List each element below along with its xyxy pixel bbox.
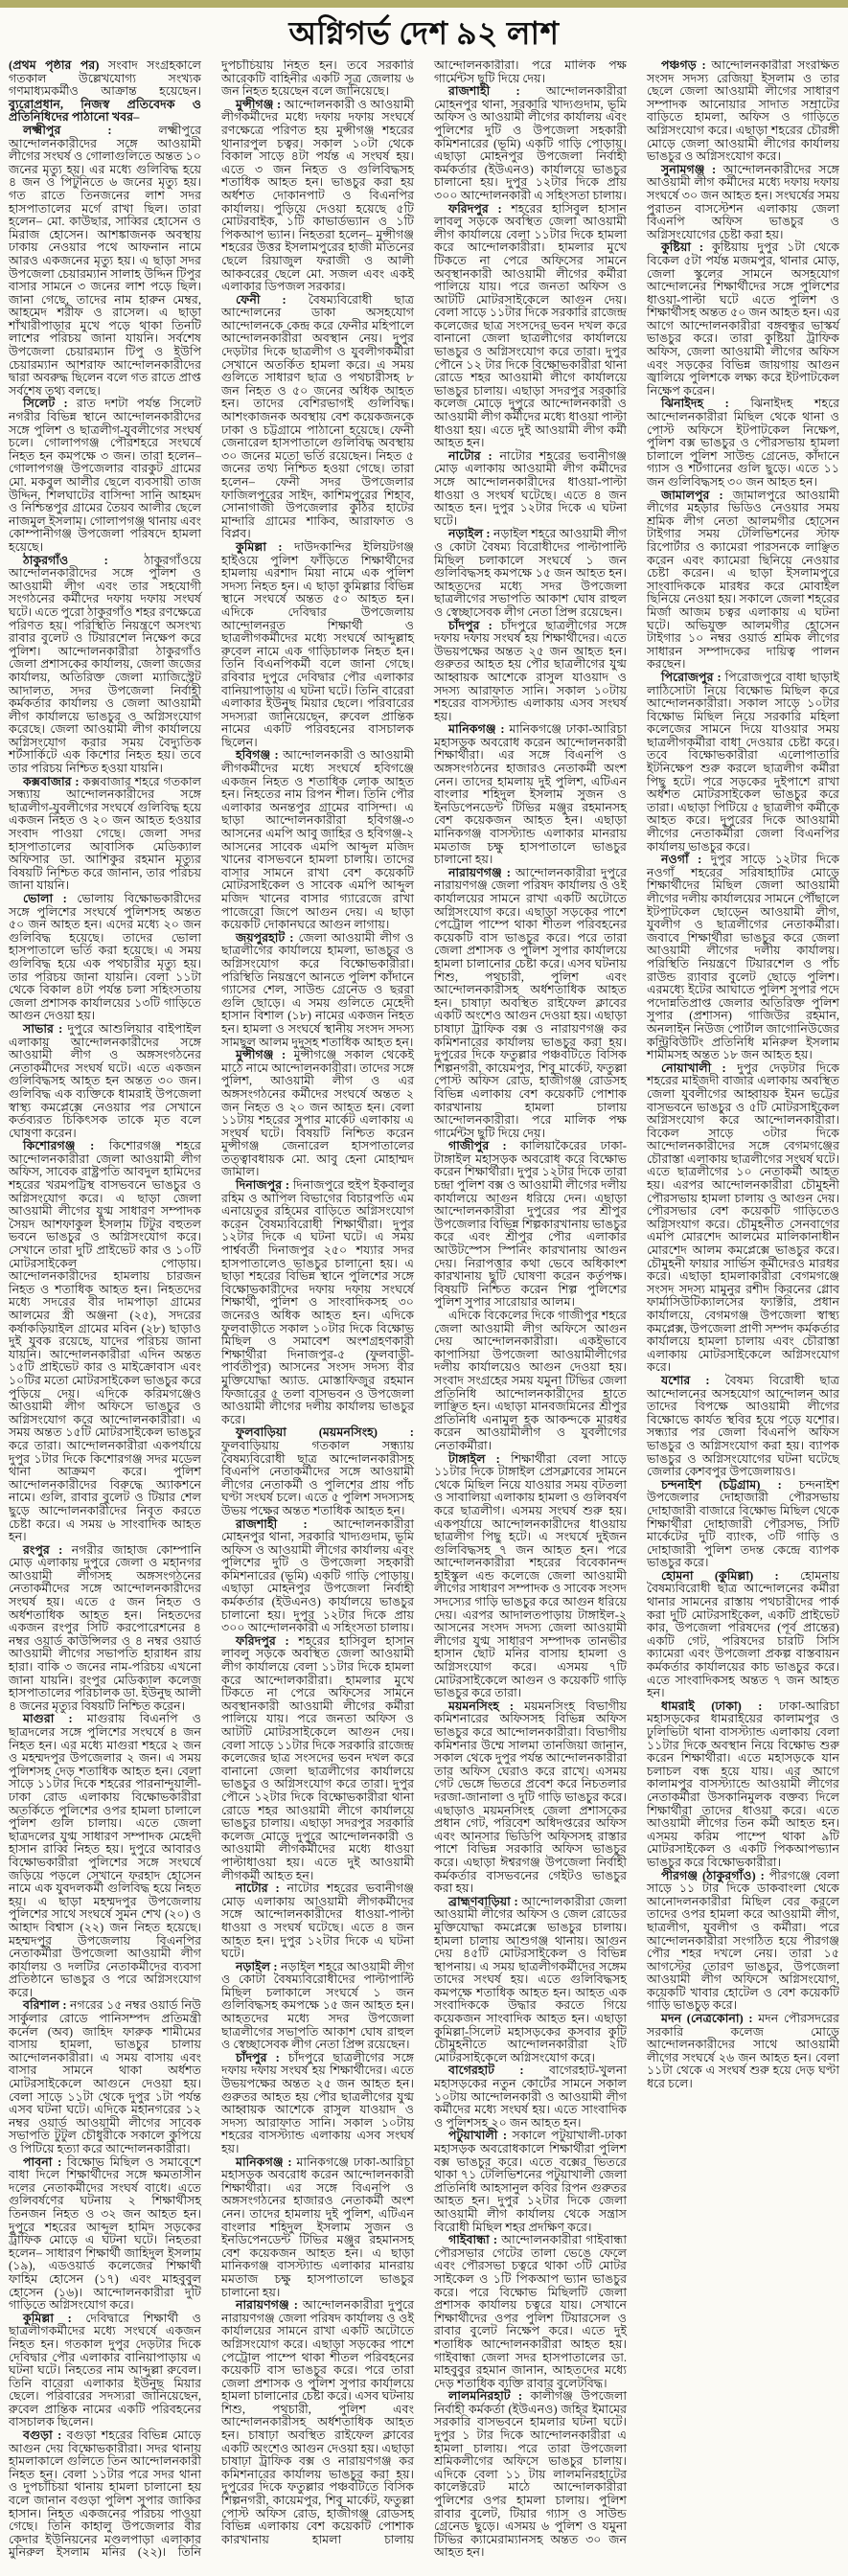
section-dateline: কক্সবাজার :	[23, 774, 83, 788]
article-headline: অগ্নিগর্ভ দেশ ৯২ লাশ	[288, 17, 560, 52]
section-paragraph	[434, 2234, 627, 2390]
section-dateline: পিরোজপুর :	[661, 670, 725, 684]
section-dateline: জয়পুরহাট :	[236, 930, 299, 945]
section-dateline: গাজীপুর :	[448, 1139, 520, 1153]
section-paragraph	[434, 1310, 627, 1453]
section-paragraph	[647, 672, 839, 854]
section-paragraph	[221, 749, 414, 931]
section-paragraph	[434, 1140, 627, 1310]
section-dateline: কুমিল্লা :	[236, 539, 294, 554]
section-body-text: নাটোর শহরের ভবানীগঞ্জ মোড় এলাকায় আওয়ামী লীগকর্মীদের সঙ্গে আন্দোলনকারীদের ধাওয়া-পাল্টা ধাওয়া ও সংঘর্ষ ঘটেছে। এতে ৪ জন আহত হন। দুপুর ১২টার দিকে এ ঘটনা ঘটে।	[221, 1881, 414, 1961]
section-dateline: ভোলা :	[23, 892, 78, 905]
section-dateline: সাভার :	[23, 1021, 68, 1036]
section-body-text: ময়মনসিংহ বিভাগীয় কমিশনারের অফিসসহ বিভিন্ন অফিস ভাঙচুর করে আন্দোলনকারীরা। বিভাগীয় কমিশনার উম্মে সালমা তানজিয়া জানান, সকাল থেকে দুপুর পর্যন্ত আন্দোলনকারীরা তার অফিস ঘেরাও করে রাখে। এসময় গেট ভেঙ্গে ভিতরে প্রবেশ করে নিচতলার দরজা-জানালা ও দুটি গাড়ি ভাঙচুর করে। এছাড়াও ময়মনসিংহ জেলা প্রশাসকের প্রধান গেট, পরিবেশ অধিদপ্তরের অফিস এবং আনসার ভিডিপি অফিসসহ রাস্তার পাশে বিভিন্ন সরকারি অফিস ভাঙচুর করে। এছাড়া ঈশ্বরগঞ্জ উপজেলা নির্বাহী কর্মকর্তার বাসভবনের গেইটও ভাঙচুর করা হয়।	[434, 1698, 627, 1896]
section-dateline: নোয়াখালী :	[661, 1060, 738, 1075]
section-dateline: ব্রাহ্মণবাড়িয়া :	[448, 1894, 522, 1908]
section-dateline: চন্দনাইশ (চট্টগ্রাম) :	[661, 1477, 799, 1492]
section-paragraph	[221, 294, 414, 541]
section-body-text: আন্দোলনকারীরা দুপুরে নারায়ণগঞ্জ জেলা পরিষদ কার্যালয় ও ওই কার্যালয়ের সামনে রাখা একটি অটোতে অগ্নিসংযোগ করে। এছাড়া সড়কের পাশে পেট্রোল পাম্পে থাকা শীতল পরিবহনের কয়েকটি বাস ভাঙচুর করে। পরে তারা জেলা প্রশাসক ও পুলিশ সুপার কার্যালয়ে হামলা চালানোর চেষ্টা করে। এসব ঘটনায় শিশু, পথচারী, পুলিশ এবং আন্দোলনকারীসহ অর্ধশতাধিক আহত হন। চাষাঢ়া অবস্থিত রাইফেল ক্লাবের একটি অংশেও আগুন দেওয়া হয়। এছাড়া চাষাঢ়া ট্রাফিক বক্স ও নারায়ণগঞ্জ কর কমিশনারের কার্যালয় ভাঙচুর করা হয়। দুপুরের দিকে ফতুল্লার পঞ্চবটিতে বিসিক শিল্পনগরী, কায়েমপুর, শিবু মার্কেট, ফতুল্লা পোস্ট অফিস রোড, হাজীগঞ্জ রোডসহ বিভিন্ন এলাকায় বেশ কয়েকটি পোশাক কারখানায় হামলা চালায় আন্দোলনকারীরা। পরে মালিক পক্ষ গার্মেন্টস ছুটি দিয়ে দেয়।	[221, 59, 627, 2546]
section-paragraph	[647, 241, 839, 398]
section-body-text: আন্দোলনকারীরা মোহনপুর থানা, সরকারি খাদ্যগুদাম, ভূমি অফিস ও আওয়ামী লীগের কার্যালয় এবং পুলিশের দুটি ও উপজেলা সহকারী কমিশনারের (ভূমি) একটি গাড়ি পোড়ায়। এছাড়া মোহনপুর উপজেলা নির্বাহী কর্মকর্তার (ইউএনও) কার্যালয়ে ভাঙচুর চালানো হয়। দুপুর ১২টার দিকে প্রায় ৩০০ আন্দোলনকারী এ সহিংসতা চালায়।	[221, 1516, 414, 1635]
section-dateline: ফুলবাড়িয়া (ময়মনসিংহ) :	[236, 1425, 414, 1440]
section-body-text: মদন পৌরসদরের সরকারি কলেজ মোড়ে আন্দোলনকারীদের সাথে আওয়ামী লীগের সংঘর্ষে ২৬ জন আহত হন। বেলা ১১টা থেকে এ সংঘর্ষ শুরু হয়ে দেড় ঘণ্টা ধরে চলে।	[647, 2012, 839, 2091]
section-body-text: দুপুরে আশুলিয়ার বাইপাইল এলাকায় আন্দোলনকারীদের সঙ্গে আওয়ামী লীগ ও অঙ্গসংগঠনের নেতাকর্মীদের সংঘর্ষ ঘটে। এতে একজন গুলিবিদ্ধসহ আহত হন অন্তত ৩০ জন। গুলিবিদ্ধ এক ব্যক্তিকে ধামরাই উপজেলা স্বাস্থ্য কমপ্লেক্সে নেওয়ার পর সেখানে কর্তব্যরত চিকিৎসক তাকে মৃত বলে ঘোষণা করেন।	[9, 1021, 201, 1140]
section-dateline: নড়াইল :	[448, 527, 493, 541]
article-intro-paragraph	[9, 59, 201, 125]
section-paragraph	[9, 1544, 201, 1714]
section-paragraph	[647, 490, 839, 672]
section-body-text: মুন্সীগঞ্জে সকাল থেকেই মাঠে নামে আন্দোলনকারীরা। তাদের সঙ্গে পুলিশ, আওয়ামী লীগ ও এর অঙ্গসংগঠনের কর্মীদের সংঘর্ষে অন্তত ২ জন নিহত ও ২০ জন আহত হন। বেলা ১১টায় শহরের সুপার মার্কেট এলাকায় এ সংঘর্ষ ঘটে। বিষয়টি নিশ্চিত করেন মুন্সীগঞ্জ জেনারেল হাসপাতালের তত্ত্বাবধায়ক মো. আবু হেনা মোহাম্মদ জামাল।	[221, 1048, 414, 1179]
section-dateline: নওগাঁ :	[661, 853, 711, 867]
section-body-text: আন্দোলনকারীদের সঙ্গে আওয়ামী লীগ কর্মীদের মধ্যে দফায় দফায় সংঘর্ষে ৩০ জন আহত হন। সংঘর্ষের সময় পুরাতন বাসস্টেশন এলাকায় জেলা বিএনপি অফিস ভাঙচুর ও অগ্নিসংযোগের চেষ্টা করা হয়।	[647, 162, 839, 241]
section-paragraph	[434, 1700, 627, 1896]
section-paragraph	[221, 932, 414, 1049]
section-paragraph	[647, 1870, 839, 2014]
section-body-text: হোমনায় বৈষম্যবিরোধী ছাত্র আন্দোলনের কর্মীরা থানার সামনের রাস্তায় পথচারীদের পার্ক করা দুটি মোটরসাইকেল, একটি প্রাইভেট কার, উপজেলা পরিষদের (পূর্ব প্রান্তের) একটি গেট, পরিষদের চারটি সিসি ক্যামেরা এবং উপজেলা প্রকল্প বাস্তবায়ন কর্মকর্তার কার্যালয়ের কাচ ভাঙচুর করে। এতে সাংবাদিকসহ অন্তত ৭ জন আহত হন।	[647, 1568, 839, 1700]
section-body-text: চাঁদপুরে ছাত্রলীগের সঙ্গে দফায় দফায় সংঘর্ষ হয় শিক্ষার্থীদের। এতে উভয়পক্ষের অন্তত ২৫ জন আহত হন। গুরুতর আহত হয় পৌর ছাত্রলীগের যুগ্ম আহ্বায়ক আশেকে রাসুল যাওয়াদ ও সদস্য আরাফাত সানি। সকাল ১০টায় শহরের বাসস্ট্যান্ড এলাকায় এসব সংঘর্ষ হয়।	[221, 2050, 414, 2155]
section-paragraph	[221, 1049, 414, 1179]
section-body-text: দুপুর সাড়ে ১২টার দিকে নওগাঁ শহরের সরিষাহাটির মোড়ে শিক্ষার্থীদের মিছিল জেলা আওয়ামী লীগের দলীয় কার্যালয়ের সামনে পৌঁছালে ইটপাটকেল ছোড়েন আওয়ামী লীগ, যুবলীগ ও ছাত্রলীগের নেতাকর্মীরা। জবাবে শিক্ষার্থীরা ভাঙচুর করে জেলা আওয়ামী লীগের দলীয় কার্যালয়। পরিস্থিতি নিয়ন্ত্রণে টিয়ারশেল ও পাঁচ রাউন্ড র‍্যাবার বুলেট ছোড়ে পুলিশ। এরমধ্যে ইটের আঘাতে পুলিশ সুপার পদে পদোন্নতিপ্রাপ্ত জেলার অতিরিক্ত পুলিশ সুপার (প্রশাসন) গাজিউর রহমান, অনলাইন নিউজ পোর্টাল জাগোনিউজের কন্ট্রিবিউটিং প্রতিনিধি মনিরুল ইসলাম শামীমসহ অন্তত ১৮ জন আহত হয়।	[647, 853, 840, 1062]
section-paragraph	[221, 99, 414, 294]
section-paragraph	[9, 2156, 201, 2313]
section-paragraph	[647, 2013, 839, 2091]
section-body-text: দাউদকান্দির ইলিয়টগঞ্জ হাইওয়ে পুলিশ ফাঁড়িতে শিক্ষার্থীদের হামলায় এরশাদ মিয়া নামে এক পুলিশ সদস্য নিহত হন। এ ছাড়া কুমিল্লার বিভিন্ন স্থানে সংঘর্ষে অন্তত ৫০ আহত হন। এদিকে দেবিদ্বার উপজেলায় আন্দোলনরত শিক্ষার্থী ও ছাত্রলীগকর্মীদের মধ্যে সংঘর্ষে আব্দুল্লাহ রুবেল নামে এক গাড়িচালক নিহত হন। তিনি বিএনপিকর্মী বলে জানা গেছে। রবিবার দুপুরে দেবিদ্বার পৌর এলাকার বানিয়াপাড়ায় এ ঘটনা ঘটে। তিনি বারেরা এলাকার ইউনুছ মিয়ার ছেলে। পরিবারের সদস্যরা জানিয়েছেন, রুবেল প্রান্তিক নামের একটি পরিবহনের বাসচালক ছিলেন।	[221, 539, 414, 749]
section-paragraph	[434, 723, 627, 867]
section-paragraph	[9, 776, 201, 893]
intro-byline: ব্যুরোপ্রধান, নিজস্ব প্রতিবেদক ও প্রতিনিধিদের পাঠানো খবর–	[9, 97, 201, 125]
section-paragraph	[9, 1023, 201, 1140]
section-paragraph	[647, 1570, 839, 1700]
section-body-text: দিনাজপুরে হুইপ ইকবালুর রহিম ও আপিল বিভাগের বিচারপতি এম এনায়েতুর রহিমের বাড়িতে অগ্নিসংযোগ করেন বৈষম্যবিরোধী শিক্ষার্থীরা। দুপুর ১২টার দিকে এ ঘটনা ঘটে। এ সময় পার্শ্ববর্তী দিনাজপুর ২৫০ শয্যার সদর হাসপাতালেও ভাঙচুর চালানো হয়। এ ছাড়া শহরের বিভিন্ন স্থানে পুলিশের সঙ্গে বিক্ষোভকারীদের দফায় দফায় সংঘর্ষে শিক্ষার্থী, পুলিশ ও সাংবাদিকসহ ৩০ জনেরও অধিক আহত হন। এদিকে ফুলবাড়ীতে সকাল ১০টার দিকে বিক্ষোভ মিছিল ও সমাবেশ অংশগ্রহণকারী শিক্ষার্থীরা দিনাজপুর-৫ (ফুলবাড়ী-পার্বতীপুর) আসনের সংসদ সদস্য বীর মুক্তিযোদ্ধা অ্যাড. মোস্তাফিজুর রহমান ফিজারের ৫ তলা বাসভবন ও উপজেলা আওয়ামী লীগের দলীয় কার্যালয় ভাঙচুর করে।	[221, 1178, 414, 1426]
section-body-text: শহরের হাসিবুল হাসান লাবলু সড়কে অবস্থিত জেলা আওয়ামী লীগ কার্যালয়ে বেলা ১১টার দিকে হামলা করে আন্দোলকারীরা। হামলার মুখে টিকতে না পেরে অফিসের সামনে অবস্থানকারী আওয়ামী লীগের কর্মীরা পালিয়ে যায়। পরে জনতা অফিস ও আটটি মোটরসাইকেলে আগুন দেয়। বেলা সাড়ে ১১টার দিকে সরকারি রাজেন্দ্র কলেজের ছাত্র সংসদের ভবন দখল করে বানানো জেলা ছাত্রলীগের কার্যালয়ে ভাঙচুর ও অগ্নিসংযোগ করে তারা। দুপুর পৌনে ১২ টার দিকে বিক্ষোভকারীরা থানা রোডে শহর আওয়ামী লীগে কার্যালয়ে ভাঙচুর চালায়। এছাড়া সদরপুর সরকারি কলেজ মোড়ে দুপুরে আন্দোলনকারী ও আওয়ামী লীগ কর্মীদের মধ্যে ধাওয়া পাল্টা ধাওয়া হয়। এতে দুই আওয়ামী লীগ কর্মী আহত হন।	[434, 201, 627, 450]
section-paragraph	[647, 1700, 839, 1870]
section-dateline: সুনামগঞ্জ :	[661, 162, 723, 176]
section-dateline: নড়াইল :	[236, 1959, 281, 1973]
continuation-note: (প্রথম পৃষ্ঠার পর)	[9, 59, 100, 72]
section-body-text: আন্দোলনকারী ও আওয়ামী লীগকর্মীদের মধ্যে দফায় দফায় সংঘর্ষে রণক্ষেত্রে পরিণত হয় মুন্সীগঞ্জ শহরের থানারপুল চত্বর। সকাল ১০টা থেকে বিকাল সাড়ে ৪টা পর্যন্ত এ সংঘর্ষ হয়। এতে ৩ জন নিহত ও গুলিবিদ্ধসহ শতাধিক আহত হন। ভাঙচুর করা হয় অর্ধশত দোকানপাট ও বিএনপির কার্যালয়। পুড়িয়ে দেওয়া হয়েছে ৫টি মোটরবাইক, ১টি কাভার্ডভ্যান ও ১টি পিকআপ ভ্যান। নিহতরা হলেন– মুন্সীগঞ্জ শহরের উত্তর ইসলামপুরের হাজী মতিনের ছেলে রিয়াজুল ফরাজী ও আলী আকবরের ছেলে মো. সজল এবং একই এলাকার ডিপজল সরকার।	[221, 97, 414, 294]
section-paragraph	[647, 1062, 839, 1375]
section-dateline: লালমনিরহাট :	[448, 2389, 531, 2404]
section-body-text: জেলা আওয়ামী লীগ ও ছাত্রলীগের কার্যালয়ে হামলা, ভাঙচুর ও অগ্নিসংযোগ করে বিক্ষোভকারীরা। পরিস্থিতি নিয়ন্ত্রণে আনতে পুলিশ কাঁদানে গ্যাসের শেল, সাউন্ড গ্রেনেড ও ছররা গুলি ছোড়ে। এ সময় গুলিতে মেহেদী হাসান বিশাল (১৮) নামের একজন নিহত হন। হামলা ও সংঘর্ষে স্থানীয় সংসদ সদস্য সামছুল আলম দুদুসহ শতাধিক আহত হন।	[221, 930, 414, 1049]
section-dateline: ময়মনসিংহ :	[448, 1698, 525, 1713]
section-body-text: আন্দোলনকারীরা দুপুরে নারায়ণগঞ্জ জেলা পরিষদ কার্যালয় ও ওই কার্যালয়ের সামনে রাখা একটি অটোতে অগ্নিসংযোগ করে। এছাড়া সড়কের পাশে পেট্রোল পাম্পে থাকা শীতল পরিবহনের কয়েকটি বাস ভাঙচুর করে। পরে তারা জেলা প্রশাসক ও পুলিশ সুপার কার্যালয়ে হামলা চালানোর চেষ্টা করে। এসব ঘটনায় শিশু, পথচারী, পুলিশ এবং আন্দোলনকারীসহ অর্ধশতাধিক আহত হন। চাষাঢ়া অবস্থিত রাইফেল ক্লাবের একটি অংশেও আগুন দেওয়া হয়। এছাড়া চাষাঢ়া ট্রাফিক বক্স ও নারায়ণগঞ্জ কর কমিশনারের কার্যালয় ভাঙচুর করা হয়। দুপুরের দিকে ফতুল্লার পঞ্চবটিতে বিসিক শিল্পনগরী, কায়েমপুর, শিবু মার্কেট, ফতুল্লা পোস্ট অফিস রোড, হাজীগঞ্জ রোডসহ বিভিন্ন এলাকায় বেশ কয়েকটি পোশাক কারখানায় হামলা চালায় আন্দোলনকারীরা। পরে মালিক পক্ষ গার্মেন্টস ছুটি দিয়ে দেয়।	[434, 865, 627, 1140]
section-body-text: পীরগঞ্জে বেলা সাড়ে ১১ টার দিকে ডাকবাংলা থেকে আনোদলনকারীরা মিছিল বের করলে তাদের ওপর হামলা করে আওয়ামী লীগ, ছাত্রলীগ, যুবলীগ ও কর্মীরা। পরে আন্দোলনকারীরা সংগঠিত হয়ে পীরগঞ্জ পৌর শহর দখলে নেয়। তারা ১৫ আগস্টের তোরণ ভাঙচুর, উপজেলা আওয়ামী লীগ অফিসে অগ্নিসংযোগ, কয়েকটি খাবার হোটেল ও বেশ কয়েকটি গাড়ি ভাঙচুড় করে।	[647, 1868, 839, 2013]
section-body-text: আন্দোলনকারীরা মোহনপুর থানা, সরকারি খাদ্যগুদাম, ভূমি অফিস ও আওয়ামী লীগের কার্যালয় এবং পুলিশের দুটি ও উপজেলা সহকারী কমিশনারের (ভূমি) একটি গাড়ি পোড়ায়। এছাড়া মোহনপুর উপজেলা নির্বাহী কর্মকর্তার (ইউএনও) কার্যালয়ে ভাঙচুর চালানো হয়। দুপুর ১২টার দিকে প্রায় ৩০০ আন্দোলনকারী এ সহিংসতা চালায়।	[434, 84, 627, 202]
section-dateline: বরিশাল :	[23, 1998, 70, 2013]
section-body-text: কক্সবাজার শহরে গতকাল সন্ধ্যায় আন্দোলনকারীদের সঙ্গে ছাত্রলীগ-যুবলীগের সংঘর্ষে গুলিবিদ্ধ হয়ে একজন নিহত ও ২০ জন আহত হওয়ার সংবাদ পাওয়া গেছে। জেলা সদর হাসপাতালের আবাসিক মেডিক্যাল অফিসার ডা. আশিকুর রহমান মৃত্যুর বিষয়টি নিশ্চিত করে জানান, তার পরিচয় জানা যায়নি।	[9, 774, 201, 893]
section-body-text: কিশোরগঞ্জ শহরে আন্দোলনকারীরা জেলা আওয়ামী লীগ অফিস, সাবেক রাষ্ট্রপতি আবদুল হামিদের শহরের খরমপট্টিস্থ বাসভবনে ভাঙচুর ও অগ্নিসংযোগ করে। এ ছাড়া জেলা আওয়ামী লীগের যুগ্ম সাধারণ সম্পাদক সৈয়দ আশফাকুল ইসলাম টিটুর বহুতল ভবনে ভাঙচুর ও অগ্নিসংযোগ করে। সেখানে তারা দুটি প্রাইভেট কার ও ১০টি মোটরসাইকেল পোড়ায়। আন্দোলনকারীদের হামলায় চারজন নিহত ও শতাধিক আহত হন। নিহতদের মধ্যে সদরের বীর দামপাড়া গ্রামের আলমের স্ত্রী অঞ্জনা (২৫), সদরের কর্ষাকড়িয়াইল গ্রামের মবিন (২৮) ছাড়াও দুই যুবক রয়েছে, যাদের পরিচয় জানা যায়নি। আন্দোলনকারীরা এদিন অন্তত ১৫টি প্রাইভেট কার ও মাইক্রোবাস এবং ১০টির মতো মোটরসাইকেল ভাঙচুর করে পুড়িয়ে দেয়। এদিকে করিমগঞ্জেও আওয়ামী লীগ অফিসে ভাঙচুর ও অগ্নিসংযোগ করে আন্দোলনকারীরা। এ সময় অন্তত ১৫টি মোটরসাইকেল ভাঙচুর করে তারা। আন্দোলনকারীরা একপর্যায়ে দুপুর ১টার দিকে কিশোরগঞ্জ সদর মডেল থানা আক্রমণ করে। পুলিশ আন্দোলনকারীদের বিরুদ্ধে অ্যাকশনে নামে। গুলি, রাবার বুলেট ও টিয়ার শেল ছুড়ে আন্দোলনকারীদের নিবৃত করতে চেষ্টা করে। এ সময় ৬ সাংবাদিক আহত হন।	[9, 1139, 201, 1544]
section-body-text: নড়াইল শহরে আওয়ামী লীগ ও কোটা বৈষম্যবিরোধীদের পাল্টাপাল্টি মিছিল চলাকালে সংঘর্ষে ১ জন গুলিবিদ্ধসহ কমপক্ষে ১৫ জন আহত হন। আহতদের মধ্যে সদর উপজেলা ছাত্রলীগের সভাপতি আকাশ ঘোষ রাহুল ও স্বেচ্ছাসেবক লীগ নেতা প্রিন্স রয়েছেন।	[221, 1959, 414, 2052]
section-dateline: মুন্সীগঞ্জ :	[236, 1048, 294, 1062]
section-paragraph	[647, 59, 839, 164]
section-paragraph	[9, 125, 201, 398]
section-paragraph	[9, 555, 201, 776]
section-body-text: কুষ্টিয়ায় দুপুর ১টা থেকে বিকেল ৫টা পর্যন্ত মজমপুর, থানার মোড়, জেলা স্কুলের সামনে অসহযোগ আন্দোলনের শিক্ষার্থীদের সঙ্গে পুলিশের ধাওয়া-পাল্টা ঘটে এতে পুলিশ ও শিক্ষার্থীসহ অন্তত ৫০ জন আহত হন। এর আগে আন্দোলনকারীরা বঙ্গবন্ধুর ভাস্কর্য ভাঙচুর করে। তারা কুষ্টিয়া ট্রাফিক অফিস, জেলা আওয়ামী লীগের অফিস এবং সড়কের বিভিন্ন জায়গায় আগুন জ্বালিয়ে পুলিশকে লক্ষ্য করে ইটপাটকেল নিক্ষেপ করেন।	[647, 240, 840, 398]
section-body-text: আন্দোলকারীরা জেলা আওয়ামী লীগের অফিস ও জেল রোডের মুক্তিযোদ্ধা কমপ্লেক্সে ভাঙচুর চালায়। হামলা চালায় আশুগঞ্জ থানায়। আগুন দেয় ৪৫টি মোটরসাইকেল ও বিভিন্ন স্থাপনায়। এ সময় ছাত্রলীগকর্মীদের সঙ্গেম তাদের সংঘর্ষ হয়। এতে গুলিবিদ্ধসহ কমপক্ষে শতাধিক আহত হন। আহত এক সংবাদিককে উদ্ধার করতে গিয়ে কয়েকজন সাংবাদিক আহত হন। এছাড়া কুমিল্লা-সিলেট মহাসড়কের কসবার কুটি চৌমুহনীতে আন্দোলনকারীরা ২টি মোটরসাইকেলে অগ্নিসংযোগ করে।	[434, 1894, 627, 2064]
section-body-text: নাটোর শহরের ভবানীগঞ্জ মোড় এলাকায় আওয়ামী লীগ কর্মীদের সঙ্গে আন্দোলনকারীদের ধাওয়া-পাল্টা ধাওয়া ও সংঘর্ষ ঘটেছে। এতে ৪ জন আহত হন। দুপুর ১২টার দিকে এ ঘটনা ঘটে।	[434, 448, 627, 528]
section-dateline: নাটোর :	[236, 1881, 287, 1896]
section-paragraph	[434, 85, 627, 202]
section-dateline: কুমিল্লা :	[23, 2311, 86, 2325]
section-body-text: কালীগঞ্জ উপজেলা নির্বাহী কর্মকর্তা (ইউএনও) জহির ইমামের সরকারি বাসভবনে হামলার ঘটনা ঘটে। দুপুর ১ টার দিকে আন্দোলনকারীরা এ হামলা চালায়। পরে তারা উপজেলা শ্রমিকলীগের অফিসে ভাঙচুর চালায়। এদিকে বেলা ১১ টায় লালমনিরহাটের কালেক্টরেট মাঠে আন্দোলকারীরা পুলিশের ওপর হামলা চালায়। পুলিশ রাবার বুলেট, টিয়ার গ্যাস ও সাউন্ড গ্রেনেড ছুড়ে। এসময় ৬ পুলিশ ও যমুনা টিভির ক্যামেরাম্যানসহ অন্তত ৩০ জন আহত হন।	[434, 2389, 627, 2560]
section-paragraph	[434, 1453, 627, 1700]
section-body-text: দেবিদ্বারে শিক্ষার্থী ও ছাত্রলীগকর্মীদের মধ্যে সংঘর্ষে একজন নিহত হন। গতকাল দুপুর দেড়টার দিকে দেবিদ্বার পৌর এলাকার বানিয়াপাড়ায় এ ঘটনা ঘটে। নিহতের নাম আব্দুল্লা রুবেল। তিনি বারেরা এলাকার ইউনুছ মিয়ার ছেলে। পরিবারের সদস্যরা জানিয়েছেন, রুবেল প্রান্তিক নামের একটি পরিবহনের বাসচালক ছিলেন।	[9, 2311, 201, 2429]
section-dateline: কিশোরগঞ্জ :	[23, 1139, 109, 1153]
section-paragraph	[647, 164, 839, 242]
section-paragraph	[434, 203, 627, 450]
section-paragraph	[9, 1713, 201, 1999]
section-dateline: যশোর :	[661, 1373, 725, 1387]
section-paragraph	[434, 867, 627, 1140]
section-dateline: হোমনা (কুমিল্লা) :	[661, 1568, 801, 1583]
section-body-text: ঝিনাইদহ শহরে আন্দোলনকারীরা মিছিল থেকে থানা ও পোস্ট অফিসে ইটপাটকেল নিক্ষেপ, পুলিশ বক্স ভাঙচুর ও পৌরসভায় হামলা চালালে পুলিশ সাউন্ড গ্রেনেড, কাঁদানে গ্যাস ও শর্টগানের গুলি ছুড়ে। এতে ১১ জন গুলিবিদ্ধসহ ৩০ জন আহত হন।	[647, 397, 839, 489]
section-paragraph	[221, 1882, 414, 1961]
section-dateline: কুষ্টিয়া :	[661, 240, 712, 255]
section-paragraph	[647, 1375, 839, 1479]
section-paragraph	[9, 398, 201, 554]
section-paragraph	[434, 450, 627, 529]
section-paragraph	[221, 1426, 414, 1517]
section-paragraph	[9, 1140, 201, 1543]
section-dateline: ফরিদপুর :	[448, 201, 512, 216]
section-body-text: রাত দশটা পর্যন্ত সিলেট নগরীর বিভিন্ন স্থানে আন্দোলনকারীদের সঙ্গে পুলিশ ও ছাত্রলীগ-যুবলীগের সংঘর্ষ চলে। গোলাপগঞ্জ পৌরশহরে সংঘর্ষে নিহত হন কমপক্ষে ৩ জন। তারা হলেন– গোলাপগঞ্জ উপজেলার বারকুট গ্রামের মো. মকবুল আলীর ছেলে ব্যবসায়ী তাজ উদ্দিন, শিলঘাটের বাসিন্দা সানি আহমদ ও নিশ্চিন্তপুর গ্রামের তৈয়ব আলীর ছেলে নাজমুল ইসলাম। গোলাপগঞ্জ থানায় এবং কোম্পানীগঞ্জ উপজেলা পরিষদে হামলা হয়েছে।	[9, 397, 201, 554]
section-body-text: বৈষম্যবিরোধী ছাত্র আন্দোলনের ডাকা অসহযোগ আন্দোলনকে কেন্দ্র করে ফেনীর মহিপালে আন্দোলনকারীরা অবস্থান নেয়। দুপুর দেড়টার দিকে ছাত্রলীগ ও যুবলীগকর্মীরা সেখানে অতর্কিত হামলা করে। এ সময় গুলিতে সাধারণ ছাত্র ও পথচারীসহ ৮ জন নিহত ও ৫০ জনের অধিক আহত হন। তাদের বেশিরভাগই গুলিবিদ্ধ। আশংকাজনক অবস্থায় বেশ কয়েকজনকে ঢাকা ও চট্টগ্রামে পাঠানো হয়েছে। ফেনী জেনারেল হাসপাতালে গুলিবিদ্ধ অবস্থায় ৩০ জনের মতো ভর্তি রয়েছেন। নিহত ৫ জনের তথ্য নিশ্চিত হওয়া গেছে। তারা হলেন– ফেনী সদর উপজেলার ফাজিলপুরের সাইদ, কাশিমপুরের শিহাব, সোনাগাজী উপজেলার কুঠির হাটের মান্দারি গ্রামের শাকিব, আরাফাত ও বিপ্লব।	[221, 292, 414, 541]
section-dateline: গাইবান্ধা :	[448, 2233, 502, 2247]
section-dateline: মুন্সীগঞ্জ :	[236, 97, 285, 111]
section-paragraph	[434, 620, 627, 724]
section-body-text: কালিয়াকৈরের ঢাকা-টাঙ্গাইল মহাসড়ক অবরোধ করে বিক্ষোভ করেন শিক্ষার্থীরা। দুপুর ১২টার দিকে তারা চন্দ্রা পুলিশ বক্স ও আওয়ামী লীগের দলীয় কার্যালয়ে আগুন ধরিয়ে দেন। এছাড়া আন্দোলনকারীরা দুপুরের পর শ্রীপুর উপজেলার বিভিন্ন শিল্পকারখানায় ভাঙচুর করে এবং শ্রীপুর পৌর এলাকার আউটস্পেস স্পিনিং কারখানায় আগুন দেয়। নিরাপত্তার কথা ভেবে অধিকাংশ কারখানায় ছুটি ঘোষণা করেন কর্তৃপক্ষ। বিষয়টি নিশ্চিত করেন শিল্প পুলিশের পুলিশ সুপার সারোয়ার আলম।	[434, 1139, 627, 1310]
section-dateline: টাঙ্গাইল :	[448, 1451, 512, 1466]
section-paragraph	[434, 1896, 627, 2065]
section-body-text: নড়াইল শহরে আওয়ামী লীগ ও কোটা বৈষম্য বিরোধীদের পাল্টাপাল্টি মিছিল চলাকালে সংঘর্ষে ১ জন গুলিবিদ্ধসহ কমপক্ষে ১৫ জন আহত হন। আহতদের মধ্যে সদর উপজেলা ছাত্রলীগের সভাপতি আকাশ ঘোষ রাহুল ও স্বেচ্ছাসেবক লীগ নেতা প্রিন্স রয়েছেন।	[434, 527, 627, 619]
section-body-text: বিক্ষোভ মিছিল ও সমাবেশে বাধা দিলে শিক্ষার্থীদের সঙ্গে ক্ষমতাসীন দলের নেতাকর্মীদের সংঘর্ষ বাধে। এতে গুলিবর্ষণের ঘটনায় ২ শিক্ষার্থীসহ তিনজন নিহত ও ৩২ জন আহত হন। দুপুরে শহরের আব্দুল হামিদ সড়কের ট্রাফিক মোড়ে এ ঘটনা ঘটে। নিহতরা হলেন– সাধারণ শিক্ষার্থী জাহিদুল ইসলাম (১৯), এডওয়ার্ড কলেজের শিক্ষার্থী ফাহিম হোসেন (১৭) এবং মাহবুবুল হোসেন (১৬)। আন্দোলনকারীরা দুটি গাড়িতে অগ্নিসংযোগ করে।	[9, 2154, 201, 2313]
section-paragraph	[9, 1999, 201, 2155]
section-dateline: রংপুর :	[23, 1542, 72, 1557]
section-dateline: মাগুরা :	[23, 1712, 87, 1726]
section-paragraph	[647, 854, 839, 1062]
section-paragraph	[647, 398, 839, 489]
section-body-text: শিক্ষার্থীরা বেলা সাড়ে ১১টার দিকে টাঙ্গাইল প্রেসক্লাবের সামনে থেকে মিছিল নিয়ে যাওয়ার সময় বটতলা ও সাবালিয়া এলাকায় হামলা ও গুলিবর্ষণ করে ছাত্রলীগ। এসময় সংঘর্ষ শুরু হয়। একপর্যায়ে আন্দোলনকারীদের ধাওয়ায় ছাত্রলীগ পিছু হটে। এ সংঘর্ষে দুইজন গুলিবিদ্ধসহ ৭ জন আহত হন। পরে আন্দোলনকারীরা শহরের বিবেকানন্দ হাইস্কুল এন্ড কলেজে জেলা আওয়ামী লীগের সাধারণ সম্পাদক ও সাবেক সংসদ সদস্যের গাড়ি ভাঙচুর করে আগুন ধরিয়ে দেয়। এরপর আদালতপাড়ায় টাঙ্গাইল-২ আসনের সংসদ সদস্য জেলা আওয়ামী লীগের যুগ্ম সাধারণ সম্পাদক তানভীর হাসান ছোট মনির বাসায় হামলা ও অগ্নিসংযোগ করে। এসময় ৭টি মোটরসাইকেলে আগুন ও কয়েকটি গাড়ি ভাঙচুর করে তারা।	[434, 1451, 627, 1700]
intro-text: সংবাদ সংগ্রহকালে গতকাল উল্লেখযোগ্য সংখ্যক গণমাধ্যমকর্মীও আক্রান্ত হয়েছেন।	[9, 59, 201, 99]
section-dateline: ঠাকুরগাঁও :	[23, 553, 145, 567]
section-dateline: বাগেরহাট :	[448, 2063, 549, 2078]
section-body-text: ঠাকুরগাঁওয়ে আন্দোলনকারীদের সঙ্গে পুলিশ ও আওয়ামী লীগ এবং তার সহযোগী সংগঠনের কর্মীদের দফায় দফায় সংঘর্ষ ঘটে। এতে পুরো ঠাকুরগাঁও শহর রণক্ষেত্রে পরিণত হয়। পরিস্থিতি নিয়ন্ত্রণে অসংখ্য রাবার বুলেট ও টিয়ারশেল নিক্ষেপ করে পুলিশ। আন্দোলনকারীরা ঠাকুরগাঁও জেলা প্রশাসকের কার্যালয়, জেলা জজের কার্যালয়, অতিরিক্ত জেলা ম্যাজিস্ট্রেট আদালত, সদর উপজেলা নির্বাহী কর্মকর্তার কার্যালয় ও জেলা আওয়ামী লীগ কার্যালয়ে ভাঙচুর ও অগ্নিসংযোগ করেছে। জেলা আওয়ামী লীগ কার্যালয়ে অগ্নিসংযোগ করার সময় বৈদ্যুতিক শর্টসার্কিটে এক কিশোর নিহত হয়। তবে তার পরিচয় নিশ্চিত হওয়া যায়নি।	[9, 553, 201, 776]
section-paragraph	[221, 2156, 414, 2300]
section-dateline: ফেনী :	[236, 292, 309, 307]
section-body-text: মাগুরায় বিএনপি ও ছাত্রদলের সঙ্গে পুলিশের সংঘর্ষে ৪ জন নিহত হন। এর মধ্যে মাগুরা শহরে ২ জন ও মহম্মদপুর উপজেলার ২ জন। এ সময় পুলিশসহ দেড় শতাধিক আহত হন। বেলা সাড়ে ১১টার দিকে শহরের পারনান্দুয়ালী-ঢাকা রোড এলাকায় বিক্ষোভকারীরা অতর্কিতে পুলিশের ওপর হামলা চালালে পুলিশ গুলি চালায়। এতে জেলা ছাত্রদলের যুগ্ম সাধারণ সম্পাদক মেহেদী হাসান রাব্বি নিহত হয়। দুপুরে আবারও বিক্ষোভকারীরা পুলিশের সঙ্গে সংঘর্ষে জড়িয়ে পড়লে সেখানে ফরহাদ হোসেন নামে এক যুবদলকর্মী গুলিবিদ্ধ হয়ে নিহত হয়। এ ছাড়া মহম্মদপুর উপজেলায় পুলিশের সাথে সংঘর্ষে সুমন শেখ (২০) ও আহাদ বিশ্বাস (২২) জন নিহত হয়েছে। মহম্মদপুর উপজেলায় বিএনপির নেতাকর্মীরা উপজেলা আওয়ামী লীগ কার্যালয় ও দলটির নেতাকর্মীদের ব্যবসা প্রতিষ্ঠানে ভাঙচুর ও পরে অগ্নিসংযোগ করে।	[9, 1712, 201, 1999]
section-paragraph	[221, 1961, 414, 2052]
section-body-text: আন্দোলনকারীরা গাইবান্ধা পৌরসভার গেটের তালা ভেঙে ফেলে এবং পৌরসভা চত্বরে থাকা ৩টি মোটর সাইকেল ও ১টি পিকআপ ভ্যান ভাঙচুর করে। পরে বিক্ষোভ মিছিলটি জেলা প্রশাসক কার্যালয় চত্বরে যায়। সেখানে শিক্ষার্থীদের ওপর পুলিশ টিয়ারসেল ও রাবার বুলেট নিক্ষেপ করে। এতে দুই শতাধিক আন্দোলনকারীরা আহত হয়। গাইবান্ধা জেলা সদর হাসপাতালের ডা. মাহবুবুর রহমান জানান, আহতদের মধ্যে দেড় শতাধিক ব্যক্তি রাবার বুলেটবিদ্ধ।	[434, 2233, 628, 2390]
section-paragraph	[9, 2313, 201, 2429]
section-body-text: জামালপুরে আওয়ামী লীগের মহড়ার ভিডিও নেওয়ার সময় শ্রমিক লীগ নেতা আলমগীর হোসেন টাইগার সময় টেলিভিশনের স্টাফ রিপোর্টার ও ক্যামেরা পারসনকে লাঞ্ছিত করেন এবং ক্যামেরা ছিনিয়ে নেওয়ার চেষ্টা করেন। এ ছাড়া ইসলামপুরে সাংবাদিককে মারধর করে মোবাইল ছিনিয়ে নেওয়া হয়। সকালে জেলা শহরের মির্জা আজম চত্বর এলাকায় এ ঘটনা ঘটে। অভিযুক্ত আলমগীর হোসেন টাইগার ১০ নম্বর ওয়ার্ড শ্রমিক লীগের সাধারন সম্পাদকের দায়িত্ব পালন করছেন।	[647, 488, 839, 672]
section-body-text: চাঁদপুরে ছাত্রলীগের সঙ্গে দফায় দফায় সংঘর্ষ হয় শিক্ষার্থীদের। এতে উভয়পক্ষের অন্তত ২৫ জন আহত হন। গুরুতর আহত হয় পৌর ছাত্রলীগের যুগ্ম আহ্বায়ক আশেকে রাসুল যাওয়াদ ও সদস্য আরাফাত সানি। সকাল ১০টায় শহরের বাসস্ট্যান্ড এলাকায় এসব সংঘর্ষ হয়।	[434, 618, 627, 723]
section-body-text: পিরোজপুরে বাধা ছাড়াই লাঠিসোটা নিয়ে বিক্ষোভ মিছিল করে আন্দোলনকারীরা। সকাল সাড়ে ১০টার বিক্ষোভ মিছিল নিয়ে সরকারি মহিলা কলেজের সামনে দিয়ে যাওয়ার সময় ছাত্রলীগকর্মীরা বাধা দেওয়ার চেষ্টা করে। তবে বিক্ষোভকারীরা এলোপাতারি ইটনিক্ষেপ শুরু করলে ছাত্রলীগ কর্মীরা পিছু হটে। পরে সড়কের দুইপাশে রাখা অর্ধশত মোটরসাইকেল ভাঙচুর করে তারা। এছাড়া পিটিয়ে ৫ ছাত্রলীগ কর্মীকে আহত করে। দুপুরের দিকে আওয়ামী লীগের নেতাকর্মীরা জেলা বিএনপির কার্যালয় ভাঙচুর করে।	[647, 670, 839, 854]
section-dateline: মদন (নেত্রকোনা) :	[661, 2012, 759, 2026]
section-paragraph	[9, 893, 201, 1023]
section-body-text: মানিকগঞ্জে ঢাকা-আরিচা মহাসড়ক অবরোধ করেন আন্দোলনকারী শিক্ষার্থীরা। এর সঙ্গে বিএনপি ও অঙ্গসংগঠনের হাজারও নেতাকর্মী অংশ নেন। তাদের হামলায় দুই পুলিশ, এটিএন বাংলার শহিদুল ইসলাম সুজন ও ইনডিপেনডেন্ট টিভির মঞ্জুর রহমানসহ বেশ কয়েকজন আহত হন। এ ছাড়া মানিকগঞ্জ বাসস্ট্যান্ড এলাকার মানরায় মমতাজ চক্ষু হাসপাতালে ভাঙচুর চালানো হয়।	[221, 2154, 414, 2299]
section-body-text: শহরের হাসিবুল হাসান লাবলু সড়কে অবস্থিত জেলা আওয়ামী লীগ কার্যালয়ে বেলা ১১টার দিকে হামলা করে আন্দোলকারীরা। হামলার মুখে টিকতে না পেরে অফিসের সামনে অবস্থানকারী আওয়ামী লীগের কর্মীরা পালিয়ে যায়। পরে জনতা অফিস ও আটটি মোটরসাইকেলে আগুন দেয়। বেলা সাড়ে ১১টার দিকে সরকারি রাজেন্দ্র কলেজের ছাত্র সংসদের ভবন দখল করে বানানো জেলা ছাত্রলীগের কার্যালয়ে ভাঙচুর ও অগ্নিসংযোগ করে তারা। দুপুর পৌনে ১২টার দিকে বিক্ষোভকারীরা থানা রোডে শহর আওয়ামী লীগে কার্যালয়ে ভাঙচুর চালায়। এছাড়া সদরপুর সরকারি কলেজ মোড়ে দুপুরে আন্দোলনকারী ও আওয়ামী লীগকর্মীদের মধ্যে ধাওয়া পাল্টাধাওয়া হয়। এতে দুই আওয়ামী লীগকর্মী আহত হন।	[221, 1633, 414, 1882]
section-dateline: লক্ষ্মীপুর :	[23, 123, 159, 137]
section-body-text: ভোলায় বিক্ষোভকারীদের সঙ্গে পুলিশের সংঘর্ষে পুলিশসহ অন্তত ৫০ জন আহত হন। এদের মধ্যে ২০ জন গুলিবিদ্ধ হয়েছে। তাদের ভোলা হাসপাতালে ভর্তি করা হয়েছে। এ সময় গুলিবিদ্ধ হয়ে এক পথচারীর মৃত্যু হয়। তার পরিচয় জানা যায়নি। বেলা ১১টা থেকে বিকাল ৪টা পর্যন্ত চলা সহিংসতায় জেলা প্রশাসক কার্যালয়ের ১৩টি গাড়িতে আগুন দেওয়া হয়।	[9, 892, 201, 1023]
section-body-text: লক্ষ্মীপুরে আন্দোলনকারীদের সঙ্গে আওয়ামী লীগের সংঘর্ষ ও গোলাগুলিতে অন্তত ১০ জনের মৃত্যু হয়। এর মধ্যে গুলিবিদ্ধ হয়ে ৪ জন ও পিটুনিতে ৬ জনের মৃত্যু হয়। গত রাতে তিনজনের লাশ সদর হাসপাতালের মর্গে রাখা ছিল। তারা হলেন– মো. কাউছার, সাব্বির হোসেন ও মিরাজ হোসেন। আশঙ্কাজনক অবস্থায় ঢাকায় নেওয়ার পথে আফনান নামে আরও একজনের মৃত্যু হয়। এ ছাড়া সদর উপজেলা চেয়ারম্যান সালাহ উদ্দিন টিপুর বাসার সামনে ৩ জনের লাশ পড়ে ছিল। জানা গেছে, তাদের নাম হারুন মেম্বর, আহমেদ শরীফ ও রাসেল। এ ছাড়া শাঁখারীপাড়ার মুখে পড়ে থাকা তিনটি লাশের পরিচয় জানা যায়নি। সর্বশেষ উপজেলা চেয়ারম্যান টিপু ও ইউপি চেয়ারম্যান আশরাফ আন্দোলনকারীদের দ্বারা অবরুদ্ধ ছিলেন বলে গত রাতে প্রাপ্ত সর্বশেষ তথ্য বলছে।	[9, 123, 201, 398]
section-dateline: চাঁদপুর :	[448, 618, 501, 632]
section-body-text: আন্দোলনকারীরা সংরক্ষিত সংসদ সদস্য রেজিয়া ইসলাম ও তার ছেলে জেলা আওয়ামী লীগের সাধারণ সম্পাদক আনোয়ার সাদাত সম্রাটের বাড়িতে হামলা, অফিস ও গাড়িতে অগ্নিসংযোগ করে। এছাড়া শহরের চৌরঙ্গী মোড়ে জেলা আওয়ামী লীগের কার্যালয় ভাঙচুর ও অগ্নিসংযোগ করে।	[647, 59, 839, 164]
section-body-text: দুপুর দেড়টার দিকে শহরের মাইজদী বাজার এলাকায় অবস্থিত জেলা যুবলীগের আহ্বায়ক ইমন ভট্টের বাসভবনে ভাঙচুর ও ৫টি মোটরসাইকেল অগ্নিসংযোগ করে আন্দোলনকারীরা। বিকেল সাড়ে ৩টার দিকে আন্দোলনকারীদের সঙ্গে বেগমগঞ্জের চৌরাস্তা এলাকায় ছাত্রলীগের সংঘর্ষ ঘটে। এতে ছাত্রলীগের ১০ নেতাকর্মী আহত হয়। এরপর আন্দোলনকারীরা চৌমুহনী পৌরসভায় হামলা চালায় ও আগুন দেয়। পৌরসভার বেশ কয়েকটি গাড়িতেও অগ্নিসংযাগ করে। চৌমুহনীত সেনবাগের এমপি মোরশেদ আলমের মালিকানাধীন মোরশেদ আলম কমপ্লেক্সে ভাঙচুর করে। চৌমুহনী ফায়ার সার্ভিস কর্মীদেরও মারধর করে। এছাড়া হামলাকারীরা বেগমগঞ্জে সংসদ সদস্য মামুনুর রশীদ কিরনের গ্লোব ফার্মাসিউটিক্যালসের ফ্যাক্টরি, প্রধান কার্যালয়ে, বেগমগঞ্জ উপজেলা স্বাস্থ্য কমপ্লেক্স, উপজেলা প্রাণী সম্পদ কর্মকর্তার কার্যালয়ে হামলা চালায় এবং চৌরাস্তা এলাকায় মোটরসাইকেলে অগ্নিসংযোগ করে।	[647, 1060, 840, 1375]
section-body-text: ঢাকা-আরিচা মহাসড়কের ধামরাইয়ের কালামপুর ও ঢুলিভিটা থানা বাসস্ট্যান্ড এলাকায় বেলা ১১টার দিকে অবস্থান নিয়ে বিক্ষোভ শুরু করেন শিক্ষার্থীরা। এতে মহাসড়কে যান চলাচল বন্ধ হয়ে যায়। এর আগে কালামপুর বাসস্ট্যান্ডে আওয়ামী লীগের নেতাকর্মীরা উসকানিমুলক বক্তব্য দিলে শিক্ষার্থীরা তাদের ধাওয়া করে। এতে আওয়ামী লীগের তিন কর্মী আহত হন। এসময় করিম পাম্পে থাকা ৯টি মোটরসাইকেল ও একটি পিকআপভ্যান ভাঙচুর করে বিক্ষোভকারীরা।	[647, 1698, 839, 1869]
section-dateline: ধামরাই (ঢাকা) :	[661, 1698, 779, 1713]
section-body-text: সকালে পটুয়াখালী-ঢাকা মহাসড়ক অবরোধকালে শিক্ষার্থীরা পুলিশ বক্স ভাঙচুর করে। এতে বক্সের ভিতরে থাকা ৭১ টেলিভিশনের পটুয়াখালী জেলা প্রতিনিধি আহসানুল কবির রিপন গুরুতর আহত হন। দুপুর ১২টার দিকে জেলা আওয়ামী লীগ কার্যালয় থেকে সন্ত্রাস বিরোধী মিছিল শহর প্রদক্ষিণ করে।	[434, 2129, 627, 2234]
section-dateline: বগুড়া :	[23, 2428, 67, 2443]
section-dateline: চাঁদপুর :	[236, 2050, 288, 2064]
section-body-text: নগরীর জাহাজ কোম্পানি মোড় এলাকায় দুপুরে জেলা ও মহানগর আওয়ামী লীগসহ অঙ্গসংগঠনের নেতাকর্মীদের সঙ্গে আন্দোলনকারীদের সংঘর্ষ হয়। এতে ৫ জন নিহত ও অর্ধশতাধিক আহত হন। নিহতদের একজন রংপুর সিটি করপোরেশনের ৪ নম্বর ওয়ার্ড কাউন্সিলর ও ৪ নম্বর ওয়ার্ড আওয়ামী লীগের সভাপতি হারাধন রায় হারা। বাকি ৩ জনের নাম-পরিচয় এখনো জানা যায়নি। রংপুর মেডিক্যাল কলেজ হাসপাতালের পরিচালক ডা. ইউনুছ আলী ৪ জনের মৃত্যুর বিষয়টি নিশ্চিত করেন।	[9, 1542, 201, 1713]
section-dateline: মানিকগঞ্জ :	[448, 722, 510, 737]
section-body-text: ফুলবাড়িয়ায় গতকাল সন্ধ্যায় বৈষম্যবিরোধী ছাত্র আন্দোলনকারীসহ বিএনপি নেতাকর্মীদের সঙ্গে আওয়ামী লীগের নেতাকর্মী ও পুলিশের প্রায় পাঁচ ঘণ্টা সংঘর্ষ চলে। এতে ৫ পুলিশ সদস্যসহ উভয় পক্ষের অন্তত শতাধিক আহত হন।	[221, 1438, 414, 1517]
section-paragraph	[647, 1479, 839, 1570]
section-dateline: জামালপুর :	[661, 488, 733, 502]
section-dateline: নাটোর :	[448, 448, 500, 463]
section-body-text: আন্দোলনকারী ও আওয়ামী লীগকর্মীদের মধ্যে সংঘর্ষে হবিগঞ্জে একজন নিহত ও শতাধিক লোক আহত হন। নিহতের নাম রিপন শীল। তিনি পৌর এলাকার অনন্তপুর গ্রামের বাসিন্দা। এ ছাড়া আন্দোলনকারীরা হবিগঞ্জ-৩ আসনের এমপি আবু জাহির ও হবিগঞ্জ-২ আসনের সাবেক এমপি আব্দুল মজিদ খানের বাসভবনে হামলা চালায়। তাদের বাসার সামনে রাখা বেশ কয়েকটি মোটরসাইকেল ও সাবেক এমপি আব্দুল মজিদ খানের বাসার গ্যারেজে রাখা পাজেরো জিপে আগুন দেয়। এ ছাড়া কয়েকটি দোকানঘরে আগুন লাগায়।	[221, 748, 415, 932]
section-body-text: বাগেরহাট-খুলনা মহাসড়কের নতুন কোর্টের সামনে সকাল ১০টায় আন্দোলনকারী ও আওয়ামী লীগ কর্মীদের মধ্যে সংঘর্ষ হয়। এতে সাংবাদিক ও পুলিশসহ ২০ জন আহত হন।	[434, 2063, 627, 2130]
section-body-text: বৈষম্য বিরোধী ছাত্র আন্দোলনের অসহযোগ আন্দোলন আর তাদের বিপক্ষে আওয়ামী লীগের বিক্ষোভে কার্যত স্থবির হয়ে পড়ে যশোর। সন্ধ্যার পর জেলা বিএনপি অফিস ভাঙচুর ও অগ্নিসংযোগ করা হয়। ব্যাপক ভাঙচুর ও অগ্নিসংযোগের ঘটনা ঘটেছে জেলার কেশবপুর উপজেলায়ও।	[647, 1373, 839, 1479]
section-dateline: ফরিদপুর :	[236, 1633, 299, 1648]
section-dateline: হবিগঞ্জ :	[236, 748, 284, 763]
section-paragraph	[221, 2052, 414, 2156]
section-body-text: নগরের ১৫ নম্বর ওয়ার্ড নিউ সার্কুলার রোডে পানিসম্পদ প্রতিমন্ত্রী কর্নেল (অব) জাহিদ ফারুক শামীমের বাসায় হামলা, ভাঙচুর চালায় আন্দোলনকারীরা। এ সময় বাসায় এবং বাসার সামনে থাকা অর্ধশত মোটরসাইকেলে আগুনে দেওয়া হয়। বেলা সাড়ে ১১টা থেকে দুপুর ১টা পর্যন্ত এসব ঘটনা ঘটে। এদিকে মহানগরের ১২ নম্বর ওয়ার্ড আওয়ামী লীগের সাবেক সভাপতি টুটুল চৌধুরীকে সকালে কুপিয়ে ও পিটিয়ে হত্যা করে আন্দোলনকারীরা।	[9, 1998, 201, 2155]
section-dateline: পটুয়াখালী :	[448, 2129, 513, 2143]
section-paragraph	[434, 2064, 627, 2130]
section-paragraph	[434, 2390, 627, 2560]
section-body-text: মানিকগঞ্জে ঢাকা-আরিচা মহাসড়ক অবরোধ করেন আন্দোলনকারী শিক্ষার্থীরা। এর সঙ্গে বিএনপি ও অঙ্গসংগঠনের হাজারও নেতাকর্মী অংশ নেন। তাদের হামলায় দুই পুলিশ, এটিএন বাংলার শহিদুল ইসলাম সুজন ও ইনডিপেনডেন্ট টিভির মঞ্জুর রহমানসহ বেশ কয়েকজন আহত হন। এছাড়া মানিকগঞ্জ বাসস্ট্যান্ড এলাকার মানরায় মমতাজ চক্ষু হাসপাতালে ভাঙচুর চালানো হয়।	[434, 722, 627, 867]
section-body-text: এদিকে বিকেলের দিকে গাজীপুর শহরে জেলা আওয়ামী লীগ অফিসে আগুন দেয় আন্দোলনকারীরা। একইভাবে কাপাসিয়া উপজেলা আওয়ামীলীগের দলীয় কার্যালয়েও আগুন দেওয়া হয়। সংবাদ সংগ্রহের সময় যমুনা টিভির জেলা প্রতিনিধি আন্দোলনকারীদের হাতে লাঞ্ছিত হন। এছাড়া মানবজমিনের শ্রীপুর প্রতিনিধি এনামুল হক আকন্দকে মারধর করেন আওয়ামীলীগ ও যুবলীগের নেতাকর্মীরা।	[434, 1309, 627, 1452]
section-body-text: বগুড়া শহরের বিভিন্ন মোড়ে আগুন দেয় বিক্ষোভকারীরা। সদর থানায় হামলাকালে গুলিতে তিন আন্দোলনকারী নিহত হন। বেলা ১১টার পরে সদর থানা ও দুপচাঁচিয়া থানায় হামলা চালানো হয় বলে জানান বগুড়া পুলিশ সুপার জাকির হাসান। নিহত একজনের পরিচয় পাওয়া গেছে। তিনি কাহালু উপজেলার বীর কেদার ইউনিয়নের মণ্ডলপাড়া এলাকার মুনিরুল ইসলাম মনির (২২)। তিনি দুপচাঁচিয়ায় নিহত হন। তবে সরকারি আরেকটি বাহিনীর একটি সূত্র জেলায় ৬ জন নিহত হয়েছেন বলে জানিয়েছে।	[9, 59, 414, 2560]
section-dateline: রাজশাহী :	[448, 84, 547, 99]
section-dateline: পীরগঞ্জ (ঠাকুরগাঁও) :	[661, 1868, 769, 1882]
section-dateline: পাবনা :	[23, 2154, 67, 2169]
section-dateline: দিনাজপুর :	[236, 1178, 293, 1193]
section-paragraph	[221, 1179, 414, 1426]
section-dateline: মানিকগঞ্জ :	[236, 2154, 297, 2169]
section-paragraph	[221, 1518, 414, 1635]
section-dateline: নারায়ণগঞ্জ :	[236, 2298, 303, 2313]
page-top-border	[0, 0, 848, 8]
section-paragraph	[434, 2130, 627, 2234]
section-dateline: নারায়ণগঞ্জ :	[448, 865, 516, 879]
section-dateline: ঝিনাইদহ :	[661, 397, 751, 411]
section-body-text: চন্দনাইশ উপজেলার দোহাজারী পৌরসভায় দোহাজারী বাজারে বিক্ষোভ মিছিল থেকে শিক্ষার্থীরা দোহাজারী পৌরসভ, সিটি মার্কেটের দুটি ব্যাংক, ৩টি গাড়ি ও দোহাজারী পুলিশ তদন্ত কেন্দ্রে ব্যাপক ভাঙচুর করে।	[647, 1477, 839, 1570]
section-dateline: পঞ্চগড় :	[661, 59, 712, 72]
section-paragraph	[434, 528, 627, 619]
section-paragraph	[221, 1635, 414, 1882]
section-dateline: রাজশাহী :	[236, 1516, 334, 1531]
section-dateline: সিলেট :	[23, 397, 77, 411]
section-paragraph	[221, 541, 414, 750]
article-columns	[0, 59, 848, 2562]
